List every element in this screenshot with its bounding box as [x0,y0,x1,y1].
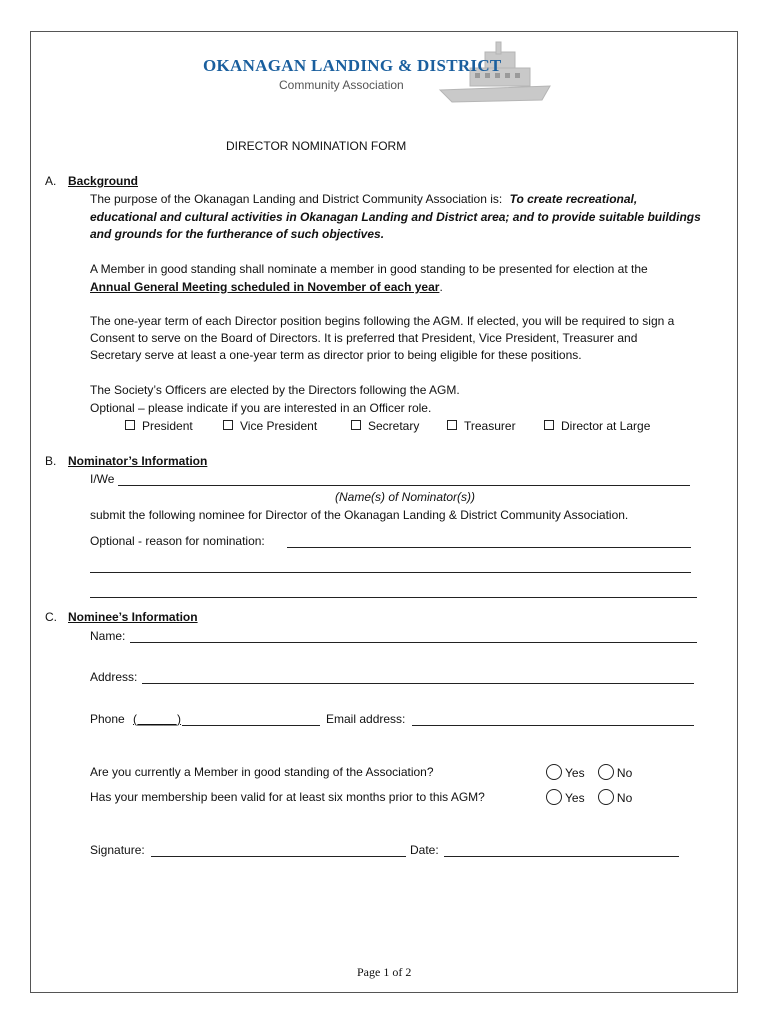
phone-area-code[interactable]: (______) [133,712,182,726]
date-input[interactable] [444,856,679,857]
no-label: No [616,766,633,780]
address-label: Address: [90,670,138,684]
org-subtitle: Community Association [279,78,404,92]
section-b-letter: B. [45,454,57,468]
radio-yes[interactable] [546,789,562,805]
purpose-bold-3: and grounds for the furtherance of such objectives. [90,227,385,241]
purpose-bold-2: educational and cultural activities in Okanagan Landing and District area; and to provide suitable buildings [90,210,701,224]
phone-input[interactable] [182,725,320,726]
checkbox-president[interactable] [125,420,135,430]
officer-label: President [142,419,193,433]
iwe-label: I/We [90,472,115,486]
date-label: Date: [410,843,439,857]
officer-option-director-at-large[interactable] [544,419,650,433]
nominator-names-caption: (Name(s) of Nominator(s)) [335,490,476,504]
checkbox-treasurer[interactable] [447,420,457,430]
nominator-names-input[interactable] [118,485,690,486]
reason-input-line-3[interactable] [90,597,697,598]
officers-line-1: The Society’s Officers are elected by the Directors following the AGM. [90,383,460,397]
member-line-end: . [439,280,443,294]
officer-label: Director at Large [561,419,651,433]
signature-input[interactable] [151,856,406,857]
question-member-good-standing: Are you currently a Member in good standing of the Association? [90,765,434,779]
term-line-3: Secretary serve at least a one-year term as director prior to being eligible for these positions. [90,348,582,362]
page-number: Page 1 of 2 [357,965,412,979]
member-good-standing-options [546,764,632,780]
purpose-text: The purpose of the Okanagan Landing and District Community Association is: [90,192,503,206]
officers-line-2: Optional – please indicate if you are interested in an Officer role. [90,401,432,415]
yes-label: Yes [565,791,585,805]
section-a-heading: Background [68,174,139,188]
section-c-letter: C. [45,610,57,624]
no-label: No [616,791,633,805]
section-a-letter: A. [45,174,57,188]
officer-option-president[interactable] [125,419,193,433]
question-membership-valid: Has your membership been valid for at least six months prior to this AGM? [90,790,485,804]
officer-option-treasurer[interactable] [447,419,516,433]
reason-label: Optional - reason for nomination: [90,534,265,548]
purpose-bold-1: To create recreational, [509,192,638,206]
reason-input-line-2[interactable] [90,572,691,573]
radio-no[interactable] [598,764,614,780]
org-name: OKANAGAN LANDING & DISTRICT [203,56,502,75]
membership-valid-options [546,789,632,805]
officer-option-secretary[interactable] [351,419,419,433]
form-title: DIRECTOR NOMINATION FORM [226,139,407,153]
agm-schedule: Annual General Meeting scheduled in November of each year [90,280,440,294]
reason-input-line-1[interactable] [287,547,691,548]
address-input[interactable] [142,683,694,684]
member-line-2 [90,279,443,296]
officer-label: Treasurer [464,419,516,433]
checkbox-secretary[interactable] [351,420,361,430]
email-label: Email address: [326,712,406,726]
signature-label: Signature: [90,843,145,857]
checkbox-director-at-large[interactable] [544,420,554,430]
term-line-1: The one-year term of each Director position begins following the AGM. If elected, you will be required to sign a [90,314,675,328]
submit-text: submit the following nominee for Director of the Okanagan Landing & District Community Association. [90,508,629,522]
purpose-line-1 [90,191,637,208]
officer-label: Secretary [368,419,420,433]
section-c-heading: Nominee’s Information [68,610,198,624]
radio-no[interactable] [598,789,614,805]
checkbox-vice-president[interactable] [223,420,233,430]
member-line-1: A Member in good standing shall nominate a member in good standing to be presented for election at the [90,262,648,276]
email-input[interactable] [412,725,694,726]
name-label: Name: [90,629,126,643]
officer-option-vice-president[interactable] [223,419,317,433]
radio-yes[interactable] [546,764,562,780]
name-input[interactable] [130,642,697,643]
yes-label: Yes [565,766,585,780]
phone-label: Phone [90,712,125,726]
section-b-heading: Nominator’s Information [68,454,208,468]
term-line-2: Consent to serve on the Board of Directors. It is preferred that President, Vice President, Treasurer and [90,331,638,345]
officer-label: Vice President [240,419,318,433]
